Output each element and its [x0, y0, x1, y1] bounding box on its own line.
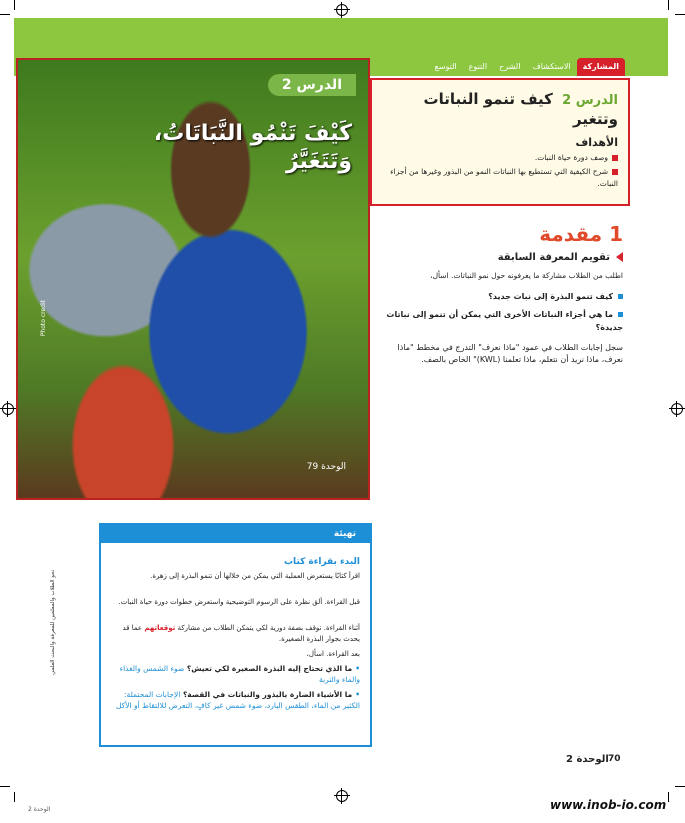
crop-mark — [675, 786, 685, 787]
section-heading — [498, 252, 623, 263]
bullet-icon — [612, 169, 618, 175]
prep-header — [101, 525, 370, 543]
tab-explore[interactable]: الاستكشاف — [532, 62, 571, 71]
goal-text: وصف دورة حياة النبات. — [534, 153, 608, 162]
prep-question — [112, 663, 360, 685]
slug-text: 2 الوحدة — [28, 806, 51, 813]
prep-question-text: ما الأشياء الضارة بالبذور والنباتات في القصة؟ — [182, 690, 353, 699]
crop-mark — [14, 0, 15, 10]
lesson-title: كيف تنمو النباتات وتتغير — [423, 90, 618, 128]
prep-question-text: ما الذي تحتاج إليه البذرة الصغيرة لكي تعيش؟ — [186, 664, 353, 673]
bullet-icon — [618, 312, 623, 317]
prep-header-text: تهيئة — [333, 529, 356, 539]
prep-text-part: عما قد يحدث بجوار البذرة الصغيرة. — [122, 624, 360, 643]
tab-engage[interactable]: المشاركة — [577, 58, 625, 76]
photo-page-number: 79 الوحدة — [306, 462, 346, 472]
goals-title: الأهداف — [575, 136, 618, 149]
lesson-number: الدرس 2 — [562, 93, 618, 108]
intro-question-text: ما هي أجزاء النباتات الأخرى التي يمكن أن تنمو إلى نباتات جديدة؟ — [386, 310, 623, 332]
crop-mark — [668, 0, 669, 10]
intro-title: 1 مقدمة — [539, 222, 623, 246]
lesson-objectives-box — [370, 78, 630, 206]
side-note: نحو الطلاب والمعلمين للمعرفة والبحث العلمي — [50, 569, 56, 675]
watermark: www.inob-io.com — [550, 798, 667, 812]
prep-paragraph — [112, 623, 360, 645]
crop-mark — [0, 786, 10, 787]
goal-item — [382, 166, 618, 190]
prep-question — [112, 689, 360, 711]
bullet-icon: • — [355, 664, 360, 673]
bullet-icon: • — [355, 690, 360, 699]
footer-unit: الوحدة 2 — [566, 754, 609, 765]
prep-answer: الإجابات المحتملة: الكثير من الماء، الطقس البارد، ضوء شمس غير كافٍ، التعرض للالتقاط أو الأكل — [115, 690, 360, 710]
bullet-icon — [612, 155, 618, 161]
lesson-photo — [16, 58, 370, 500]
intro-closing: سجل إجابات الطلاب في عمود "ماذا نعرف" التدرج في مخطط "ماذا نعرف، ماذا نريد أن نتعلم، ماذا تعلمنا (KWL)" الخاص بالصف. — [397, 343, 623, 364]
prep-paragraph: بعد القراءة. اسأل، — [306, 650, 360, 658]
footer-page-number: 70 — [608, 754, 621, 764]
prep-paragraph: اقرأ كتابًا يستعرض العملية التي يمكن من خلالها أن تنمو البذرة إلى زهرة. — [150, 572, 360, 580]
section-heading-text: تقويم المعرفة السابقة — [497, 252, 610, 263]
triangle-icon — [616, 252, 623, 262]
prep-text-part: أثناء القراءة. توقف بصفة دورية لكي يتمكن الطلاب من مشاركة — [177, 624, 360, 632]
registration-mark-icon — [671, 403, 683, 415]
photo-credit: Photo credit — [40, 300, 47, 337]
prep-title: البدء بقراءة كتاب — [284, 557, 360, 567]
prep-paragraph: قبل القراءة. ألق نظرة على الرسوم التوضيحية واستعرض خطوات دورة حياة النبات. — [118, 598, 360, 606]
crop-mark — [668, 792, 669, 802]
crop-mark — [0, 14, 10, 15]
tab-extend[interactable]: التوسع — [434, 62, 457, 71]
stage-tabs — [373, 58, 625, 76]
photo-title: كَيْفَ تَنْمُو النَّبَاتَاتُ، وَتَتَغَيَّرُ — [153, 121, 352, 174]
registration-mark-icon — [336, 4, 348, 16]
crop-mark — [14, 792, 15, 802]
crop-mark — [675, 14, 685, 15]
tab-explain[interactable]: الشرح — [499, 62, 521, 71]
goal-text: شرح الكيفية التي تستطيع بها النباتات النمو من البذور وغيرها من أجزاء النبات. — [390, 167, 618, 188]
registration-mark-icon — [336, 790, 348, 802]
photo-lesson-tab: الدرس 2 — [268, 74, 356, 96]
prep-highlight: توقعاتهم — [144, 624, 176, 632]
tab-elaborate[interactable]: التنوع — [468, 62, 488, 71]
lesson-heading — [382, 90, 618, 129]
prep-answer: ضوء الشمس والغذاء والماء والتربة — [119, 664, 360, 684]
intro-question — [375, 308, 623, 334]
bullet-icon — [618, 294, 623, 299]
prep-box — [99, 523, 372, 747]
intro-question-text: كيف تنمو البذرة إلى نبات جديد؟ — [488, 292, 613, 301]
registration-mark-icon — [2, 403, 14, 415]
intro-question — [375, 290, 623, 303]
intro-paragraph: اطلب من الطلاب مشاركة ما يعرفونه حول نمو النباتات. اسأل، — [430, 271, 623, 280]
goal-item — [382, 152, 618, 164]
